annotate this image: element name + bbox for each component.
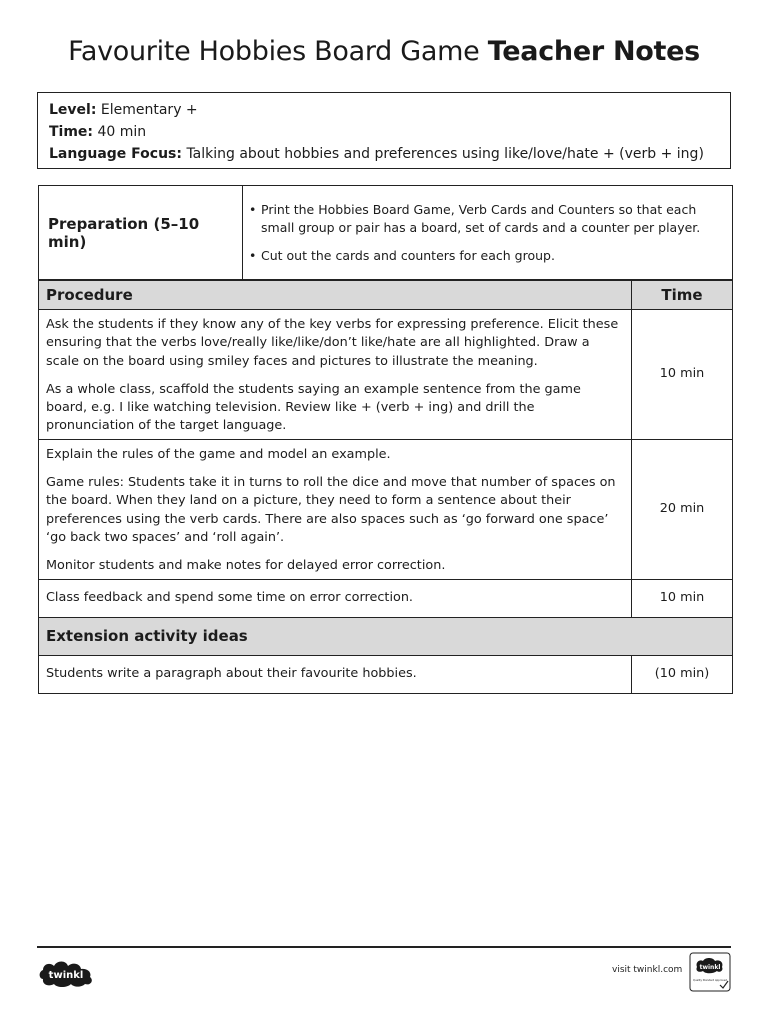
page-title	[0, 36, 768, 67]
procedure-row	[39, 310, 733, 440]
procedure-row	[39, 439, 733, 579]
visit-link[interactable]: visit twinkl.com	[612, 965, 683, 975]
focus-value: Talking about hobbies and preferences using like/love/hate + (verb + ing)	[186, 146, 704, 162]
procedure-row	[39, 579, 733, 617]
time-value: 40 min	[97, 124, 147, 140]
focus-label: Language Focus:	[49, 146, 182, 162]
quality-badge	[689, 952, 731, 992]
procedure-step	[39, 310, 632, 440]
procedure-paragraph: Monitor students and make notes for delayed error correction.	[46, 558, 446, 574]
time-line	[49, 121, 719, 143]
time-header: Time	[632, 281, 733, 310]
procedure-paragraph: Game rules: Students take it in turns to roll the dice and move that number of spaces on the board. When they land on a picture, they need to form a sentence about their preferences using the verb cards. There are also spaces such as ‘go forward one space’ ‘go back two spaces’ and ‘roll again’.	[46, 475, 616, 545]
procedure-header: Procedure	[39, 281, 632, 310]
step-time: 10 min	[632, 579, 733, 617]
preparation-label: Preparation (5–10 min)	[39, 186, 243, 279]
procedure-step	[39, 439, 632, 579]
focus-line	[49, 143, 719, 165]
procedure-paragraph: Class feedback and spend some time on error correction.	[46, 589, 414, 605]
procedure-paragraph: As a whole class, scaffold the students saying an example sentence from the game board, e.g. I like watching television. Review like + (verb + ing) and drill the pronunciation of the target language.	[46, 381, 581, 434]
twinkl-logo	[37, 957, 97, 987]
title-bold: Teacher Notes	[487, 36, 700, 67]
preparation-bullet: • Cut out the cards and counters for each group.	[249, 247, 724, 265]
procedure-header-row	[39, 281, 733, 310]
procedure-paragraph: Ask the students if they know any of the key verbs for expressing preference. Elicit these ensuring that the verbs love/really like/like/don’t like/hate are all highlighted. Draw a scale on the board using smiley faces and pictures to illustrate the meaning.	[46, 317, 619, 369]
badge-text: Quality Standard Approved	[693, 978, 728, 982]
level-label: Level:	[49, 102, 97, 118]
preparation-bullet: • Print the Hobbies Board Game, Verb Cards and Counters so that each small group or pair has a board, set of cards and a counter per player.	[249, 201, 724, 237]
lesson-info-box	[37, 92, 731, 169]
preparation-box	[38, 185, 733, 280]
level-value: Elementary +	[100, 102, 198, 118]
extension-header: Extension activity ideas	[39, 617, 733, 655]
extension-time: (10 min)	[632, 655, 733, 693]
procedure-paragraph: Explain the rules of the game and model an example.	[46, 446, 391, 462]
extension-header-row	[39, 617, 733, 655]
procedure-step	[39, 579, 632, 617]
step-time: 10 min	[632, 310, 733, 440]
preparation-steps	[243, 186, 732, 279]
footer-divider	[37, 946, 731, 948]
title-main: Favourite Hobbies Board Game	[68, 36, 480, 67]
logo-text: twinkl	[48, 970, 84, 981]
step-time: 20 min	[632, 439, 733, 579]
level-line	[49, 99, 719, 121]
procedure-table	[38, 280, 733, 694]
extension-text: Students write a paragraph about their favourite hobbies.	[39, 655, 632, 693]
badge-brand: twinkl	[699, 964, 721, 971]
extension-row	[39, 655, 733, 693]
time-label: Time:	[49, 124, 94, 140]
